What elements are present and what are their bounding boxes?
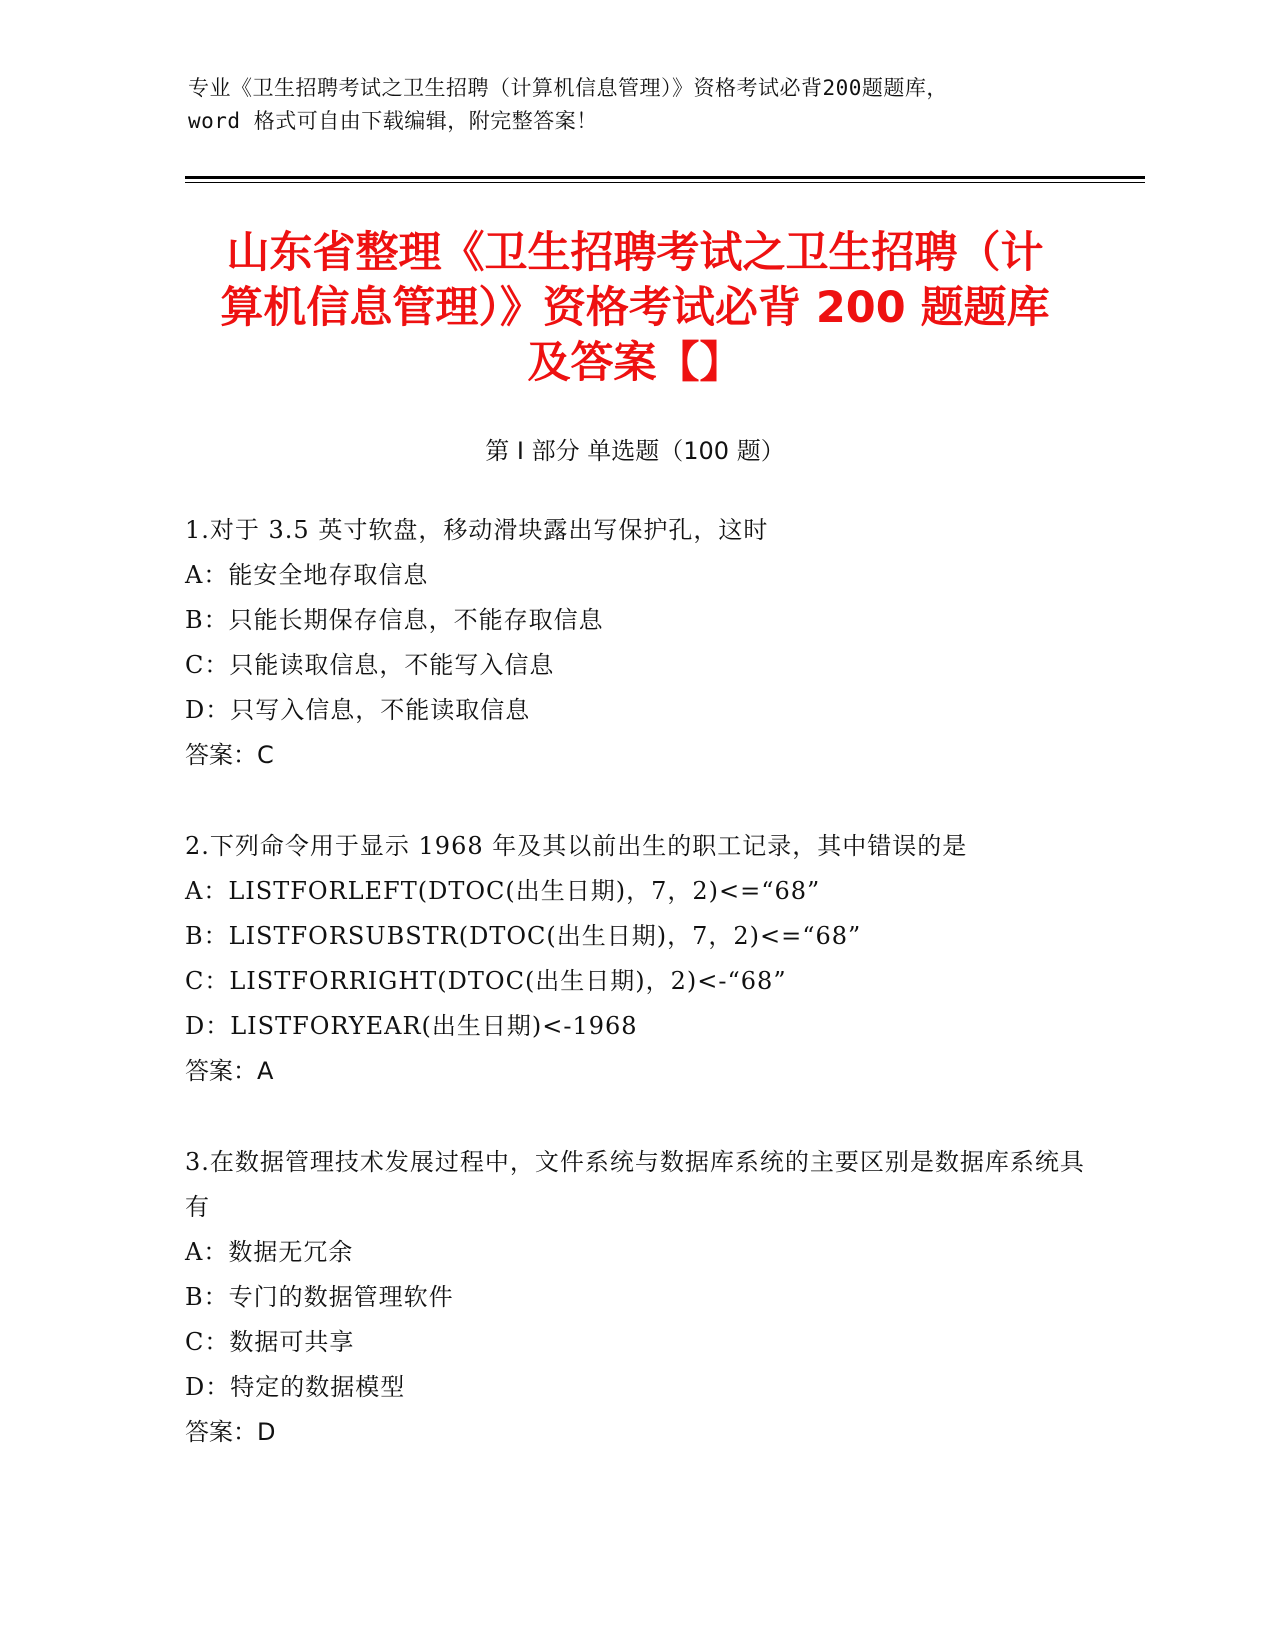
answer: 答案：D <box>185 1418 276 1446</box>
option-a: A：LISTFORLEFT(DTOC(出生日期)，7，2)<=“68” <box>185 877 821 905</box>
option-c: C：数据可共享 <box>185 1328 355 1356</box>
question-stem: 2.下列命令用于显示 1968 年及其以前出生的职工记录，其中错误的是 <box>185 832 968 860</box>
question-stem: 1.对于 3.5 英寸软盘，移动滑块露出写保护孔，这时 <box>185 516 769 544</box>
question-2 <box>185 824 1085 1094</box>
option-b: B：专门的数据管理软件 <box>185 1283 454 1311</box>
question-1 <box>185 508 1085 778</box>
document-title-line-2: 算机信息管理）》资格考试必背 200 题题库 <box>220 283 1050 333</box>
question-3 <box>185 1140 1085 1455</box>
header-note-line-1: 专业《卫生招聘考试之卫生招聘（计算机信息管理）》资格考试必背200题题库， <box>188 76 948 100</box>
option-d: D：LISTFORYEAR(出生日期)<-1968 <box>185 1012 638 1040</box>
answer: 答案：A <box>185 1057 274 1085</box>
option-c: C：LISTFORRIGHT(DTOC(出生日期)，2)<-“68” <box>185 967 787 995</box>
option-c: C：只能读取信息，不能写入信息 <box>185 651 555 679</box>
document-title-line-1: 山东省整理《卫生招聘考试之卫生招聘（计 <box>226 228 1044 278</box>
option-a: A：能安全地存取信息 <box>185 561 429 589</box>
option-d: D：只写入信息，不能读取信息 <box>185 696 531 724</box>
question-stem: 3.在数据管理技术发展过程中，文件系统与数据库系统的主要区别是数据库系统具有 <box>185 1148 1085 1221</box>
document-title-line-3: 及答案【】 <box>527 338 743 388</box>
option-a: A：数据无冗余 <box>185 1238 354 1266</box>
header-divider-thin <box>185 182 1145 183</box>
header-divider-thick <box>185 176 1145 179</box>
section-heading: 第 I 部分 单选题（100 题） <box>485 437 785 465</box>
header-note-line-2: word 格式可自由下载编辑，附完整答案！ <box>188 109 598 133</box>
answer: 答案：C <box>185 741 274 769</box>
document-title <box>185 226 1085 391</box>
option-d: D：特定的数据模型 <box>185 1373 406 1401</box>
header-note <box>188 72 1108 138</box>
option-b: B：LISTFORSUBSTR(DTOC(出生日期)，7，2)<=“68” <box>185 922 862 950</box>
option-b: B：只能长期保存信息，不能存取信息 <box>185 606 604 634</box>
